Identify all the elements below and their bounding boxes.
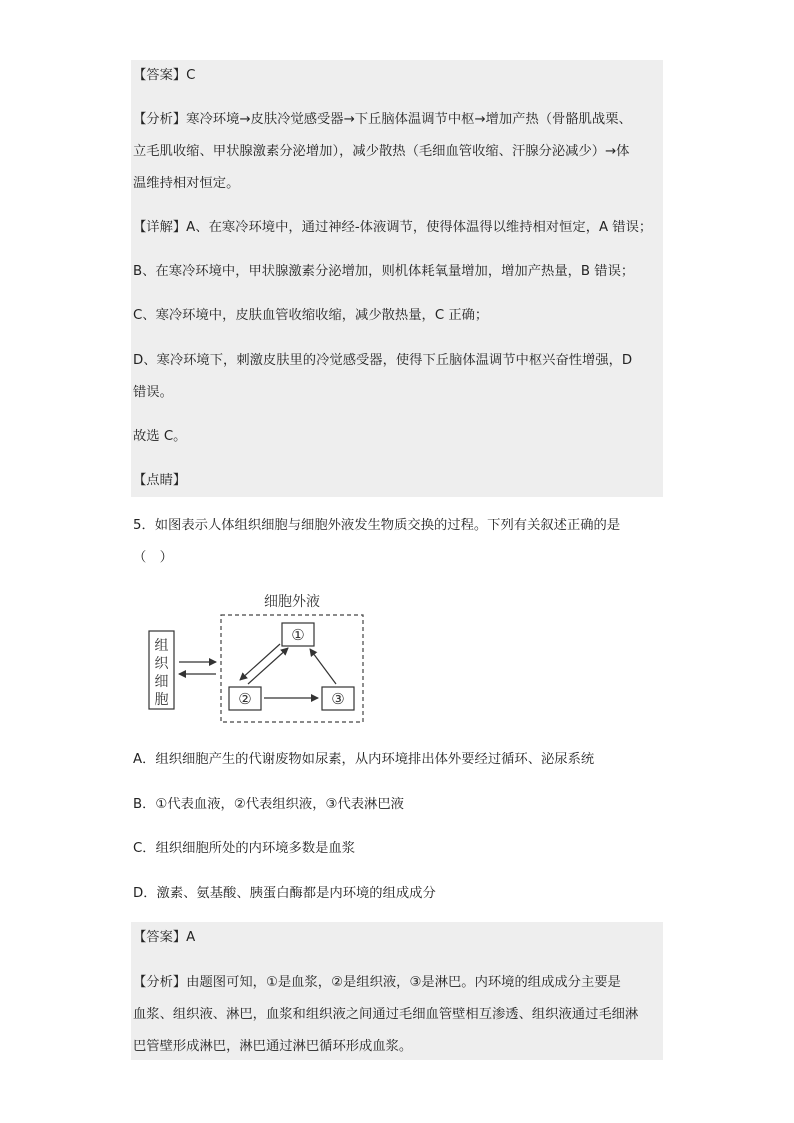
option-a: A．组织细胞产生的代谢废物如尿素，从内环境排出体外要经过循环、泌尿系统 bbox=[133, 752, 595, 767]
tissue-cell-char-2: 织 bbox=[154, 656, 169, 672]
question-stem-1: 5．如图表示人体组织细胞与细胞外液发生物质交换的过程。下列有关叙述正确的是 bbox=[133, 518, 621, 533]
answer-line: 【答案】C bbox=[133, 68, 196, 83]
question-stem-2: （ ） bbox=[133, 550, 173, 565]
arrow-1-to-2 bbox=[240, 644, 280, 680]
note-heading: 【点睛】 bbox=[133, 473, 187, 488]
analysis2-line-1: 【分析】由题图可知，①是血浆，②是组织液，③是淋巴。内环境的组成成分主要是 bbox=[133, 975, 621, 990]
node-3-label: ③ bbox=[331, 690, 345, 708]
arrow-2-to-1 bbox=[248, 648, 288, 684]
tissue-cell-char-1: 组 bbox=[154, 638, 169, 654]
node-2-label: ② bbox=[238, 690, 252, 708]
tissue-cell-char-4: 胞 bbox=[154, 692, 169, 708]
option-c: C．组织细胞所处的内环境多数是血浆 bbox=[133, 841, 356, 856]
arrow-3-to-1 bbox=[310, 649, 336, 684]
detail-line-2: B、在寒冷环境中，甲状腺激素分泌增加，则机体耗氧量增加，增加产热量，B 错误； bbox=[133, 264, 635, 279]
analysis2-line-2: 血浆、组织液、淋巴，血浆和组织液之间通过毛细血管壁相互渗透、组织液通过毛细淋 bbox=[133, 1007, 639, 1022]
analysis-line-3: 温维持相对恒定。 bbox=[133, 176, 240, 191]
detail-line-5: 错误。 bbox=[133, 385, 173, 400]
analysis-line-2: 立毛肌收缩、甲状腺激素分泌增加），减少散热（毛细血管收缩、汗腺分泌减少）→体 bbox=[133, 144, 630, 159]
choice-line: 故选 C。 bbox=[133, 429, 187, 444]
tissue-cell-char-3: 细 bbox=[154, 674, 169, 690]
exchange-diagram bbox=[140, 590, 375, 725]
detail-line-3: C、寒冷环境中，皮肤血管收缩收缩，减少散热量，C 正确； bbox=[133, 308, 489, 323]
option-d: D．激素、氨基酸、胰蛋白酶都是内环境的组成成分 bbox=[133, 886, 436, 901]
answer-line-2: 【答案】A bbox=[133, 930, 196, 945]
detail-line-4: D、寒冷环境下，刺激皮肤里的冷觉感受器，使得下丘脑体温调节中枢兴奋性增强，D bbox=[133, 353, 633, 368]
detail-line-1: 【详解】A、在寒冷环境中，通过神经-体液调节，使得体温得以维持相对恒定，A 错误； bbox=[133, 220, 653, 235]
analysis2-line-3: 巴管壁形成淋巴，淋巴通过淋巴循环形成血浆。 bbox=[133, 1039, 413, 1054]
extracellular-fluid-label: 细胞外液 bbox=[264, 594, 320, 610]
node-1-label: ① bbox=[291, 626, 305, 644]
option-b: B．①代表血液，②代表组织液，③代表淋巴液 bbox=[133, 797, 404, 812]
analysis-line-1: 【分析】寒冷环境→皮肤冷觉感受器→下丘脑体温调节中枢→增加产热（骨骼肌战栗、 bbox=[133, 112, 632, 127]
